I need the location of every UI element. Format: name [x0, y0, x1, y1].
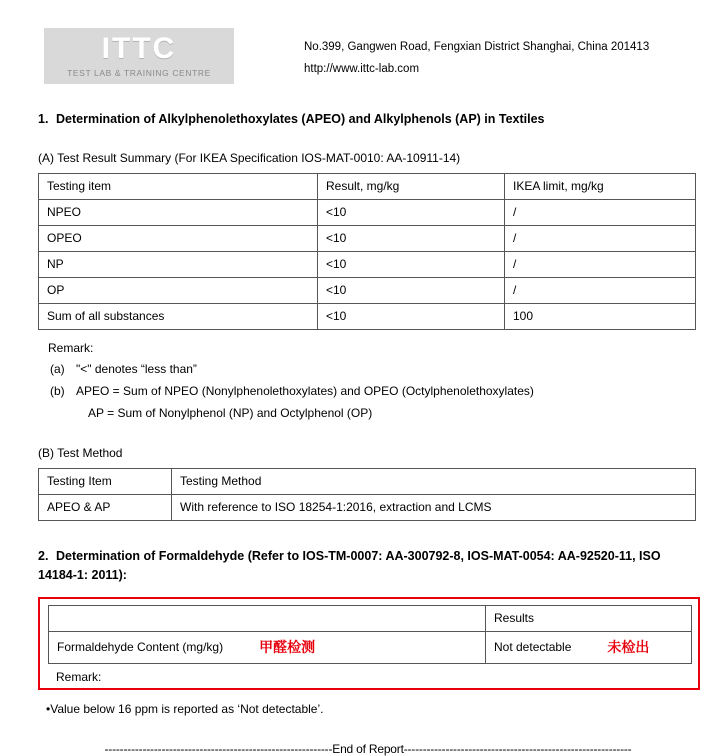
- cell-item: OP: [39, 278, 318, 304]
- table-row: [39, 252, 696, 278]
- column-header-results: Results: [486, 606, 692, 632]
- section-1-number: 1.: [38, 112, 49, 126]
- remark-a-label: (a): [50, 362, 65, 376]
- cell-limit: 100: [505, 304, 696, 330]
- section-2-remark-text: •Value below 16 ppm is reported as ‘Not detectable’.: [46, 702, 324, 716]
- formaldehyde-result-value: Not detectable: [494, 640, 572, 654]
- column-header-testing-method: Testing Method: [172, 469, 696, 495]
- section-1-title: Determination of Alkylphenolethoxylates (APEO) and Alkylphenols (AP) in Textiles: [56, 112, 545, 126]
- table-header-row: [39, 174, 696, 200]
- column-header-result: Result, mg/kg: [318, 174, 505, 200]
- column-header-blank: [49, 606, 486, 632]
- section-1-part-b-label: (B) Test Method: [38, 446, 123, 460]
- table-header-row: [49, 606, 692, 632]
- cell-method: With reference to ISO 18254-1:2016, extraction and LCMS: [172, 495, 696, 521]
- section-1-remark-a: [50, 358, 698, 380]
- table-row: [39, 495, 696, 521]
- cell-result: <10: [318, 278, 505, 304]
- section-1-heading: [38, 110, 698, 129]
- cell-result: <10: [318, 252, 505, 278]
- logo-text: ITTC: [101, 32, 177, 65]
- remark-b-text: APEO = Sum of NPEO (Nonylphenolethoxylates) and OPEO (Octylphenolethoxylates): [76, 384, 534, 398]
- cell-limit: /: [505, 226, 696, 252]
- section-2-number: 2.: [38, 549, 49, 563]
- table-row: [39, 304, 696, 330]
- formaldehyde-highlight-box: [38, 597, 700, 690]
- column-header-testing-item: Testing Item: [39, 469, 172, 495]
- annotation-not-detected: 未检出: [607, 640, 650, 656]
- section-1-remark-label: Remark:: [48, 341, 94, 355]
- section-2-title-line2: 14184-1: 2011):: [38, 568, 127, 582]
- section-1-remark-b: [50, 380, 698, 402]
- company-address: No.399, Gangwen Road, Fengxian District Shanghai, China 201413: [304, 41, 650, 53]
- cell-item: OPEO: [39, 226, 318, 252]
- end-of-report-line: ------------------------------------------------------------End of Report------------------------------------------------------------: [104, 742, 632, 756]
- section-2-remark-label: Remark:: [56, 670, 102, 684]
- cell-result: <10: [318, 304, 505, 330]
- test-method-table: [38, 468, 696, 521]
- remark-b-label: (b): [50, 384, 65, 398]
- section-2-title-line1: Determination of Formaldehyde (Refer to IOS-TM-0007: AA-300792-8, IOS-MAT-0054: AA-92520-11, ISO: [56, 549, 661, 563]
- cell-item: Sum of all substances: [39, 304, 318, 330]
- company-website: http://www.ittc-lab.com: [304, 63, 420, 75]
- section-1-part-a-label: (A) Test Result Summary (For IKEA Specification IOS-MAT-0010: AA-10911-14): [38, 151, 461, 165]
- logo-subtitle: TEST LAB & TRAINING CENTRE: [67, 68, 211, 78]
- cell-formaldehyde-result: [486, 632, 692, 664]
- header-contact-block: [304, 36, 649, 80]
- section-2-heading: [38, 547, 698, 585]
- remark-a-text: "<" denotes “less than”: [76, 362, 197, 376]
- cell-limit: /: [505, 252, 696, 278]
- cell-item: NP: [39, 252, 318, 278]
- table-row: [39, 226, 696, 252]
- cell-result: <10: [318, 200, 505, 226]
- formaldehyde-result-table: [48, 605, 692, 664]
- cell-result: <10: [318, 226, 505, 252]
- table-header-row: [39, 469, 696, 495]
- annotation-formaldehyde-test: 甲醛检测: [259, 640, 316, 656]
- cell-item: NPEO: [39, 200, 318, 226]
- column-header-ikea-limit: IKEA limit, mg/kg: [505, 174, 696, 200]
- table-row: [39, 200, 696, 226]
- company-logo: [44, 28, 234, 84]
- section-1-remark-b-line2: AP = Sum of Nonylphenol (NP) and Octylphenol (OP): [88, 406, 373, 420]
- document-header: [0, 0, 728, 84]
- formaldehyde-content-label: Formaldehyde Content (mg/kg): [57, 640, 224, 654]
- table-row: [39, 278, 696, 304]
- cell-formaldehyde-label: [49, 632, 486, 664]
- test-result-summary-table: [38, 173, 696, 330]
- column-header-testing-item: Testing item: [39, 174, 318, 200]
- cell-limit: /: [505, 200, 696, 226]
- cell-item: APEO & AP: [39, 495, 172, 521]
- cell-limit: /: [505, 278, 696, 304]
- document-body: [0, 110, 728, 756]
- table-row: [49, 632, 692, 664]
